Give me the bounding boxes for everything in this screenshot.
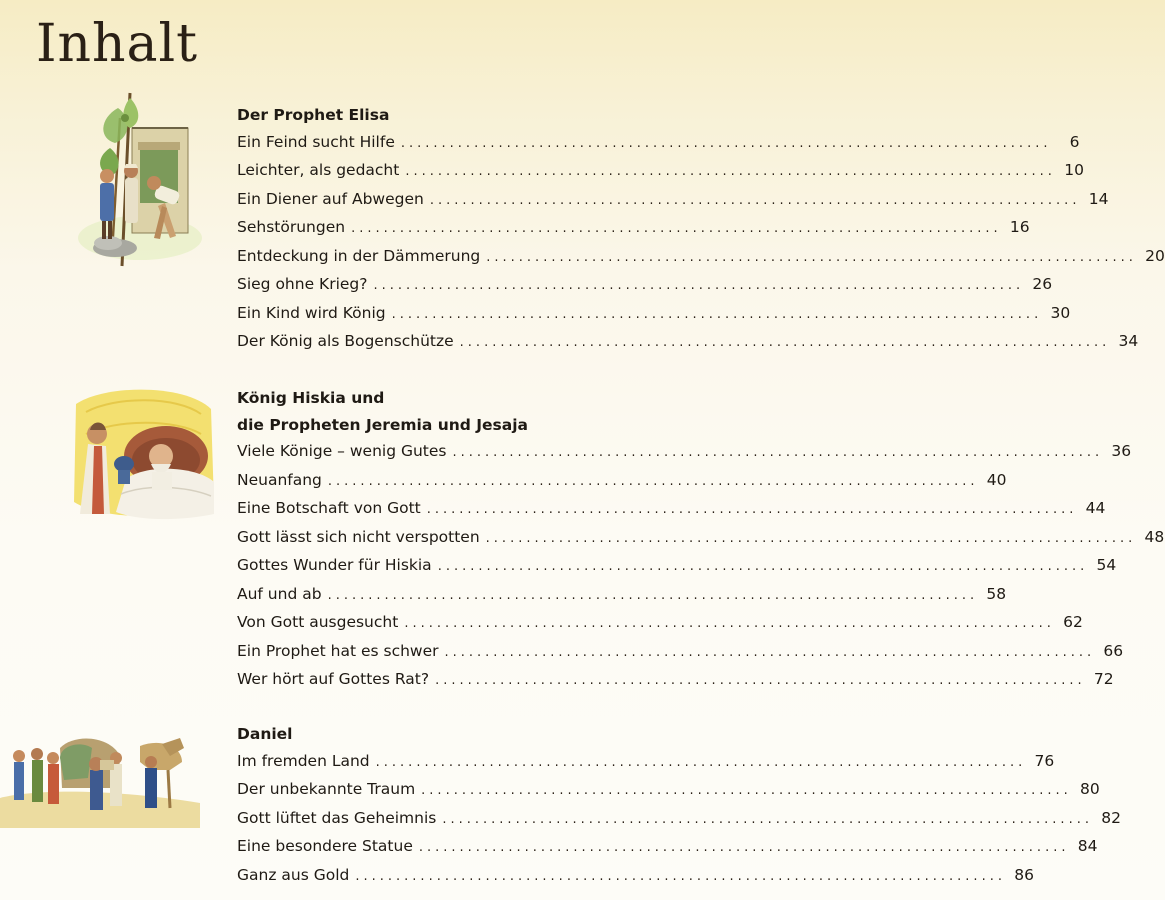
toc-entry-page: 66 — [1103, 641, 1124, 660]
toc-entry-title: Gott lässt sich nicht verspotten — [237, 527, 480, 546]
toc-entry[interactable] — [237, 214, 1030, 243]
toc-section-elisa — [237, 102, 1165, 357]
toc-entry-title: Eine besondere Statue — [237, 837, 413, 855]
dot-leader: ................................................................................ — [404, 616, 1055, 631]
section-subtitle: die Propheten Jeremia und Jesaja — [237, 415, 529, 434]
toc-entry-page: 84 — [1077, 837, 1098, 855]
entry-list — [237, 129, 1165, 357]
toc-entry-title: Gott lüftet das Geheimnis — [237, 808, 437, 827]
dot-leader: ................................................................................ — [418, 840, 1070, 855]
dot-leader: ................................................................................ — [442, 811, 1093, 827]
toc-entry-title: Wer hört auf Gottes Rat? — [237, 670, 430, 688]
toc-entry-page: 34 — [1118, 332, 1139, 350]
toc-entry[interactable] — [237, 638, 1124, 667]
dot-leader: ................................................................................ — [459, 335, 1111, 350]
toc-entry-page: 10 — [1064, 161, 1084, 179]
dot-leader: ................................................................................ — [452, 445, 1104, 460]
illustration-daniel — [0, 718, 200, 828]
toc-section-hiskia — [237, 385, 1165, 695]
toc-entry[interactable] — [237, 805, 1121, 834]
toc-entry-title: Auf und ab — [237, 584, 322, 603]
toc-entry-title: Ganz aus Gold — [237, 865, 350, 884]
dot-leader: ................................................................................ — [429, 192, 1081, 208]
toc-entry[interactable] — [237, 328, 1139, 357]
toc-entry-title: Viele Könige – wenig Gutes — [237, 442, 447, 460]
toc-entry-page: 72 — [1093, 670, 1114, 688]
toc-entry-title: Entdeckung in der Dämmerung — [237, 246, 481, 265]
toc-entry-page: 58 — [986, 584, 1007, 603]
toc-entry-title: Eine Botschaft von Gott — [237, 499, 421, 517]
toc-entry-page: 62 — [1063, 613, 1083, 631]
toc-entry[interactable] — [237, 748, 1055, 777]
toc-entry[interactable] — [237, 243, 1165, 272]
toc-entry[interactable] — [237, 552, 1117, 581]
toc-entry-title: Ein Diener auf Abwegen — [237, 189, 424, 208]
toc-entry[interactable] — [237, 609, 1083, 638]
toc-entry[interactable] — [237, 129, 1080, 158]
dot-leader: ................................................................................ — [426, 502, 1078, 517]
toc-entry[interactable] — [237, 467, 1007, 496]
toc-entry-title: Sehstörungen — [237, 218, 346, 236]
section-title: Der Prophet Elisa — [237, 106, 390, 124]
dot-leader: ................................................................................ — [485, 530, 1137, 546]
toc-entry-title: Von Gott ausgesucht — [237, 613, 399, 631]
dot-leader: ................................................................................ — [327, 587, 979, 603]
dot-leader: ................................................................................ — [327, 473, 979, 489]
dot-leader: ................................................................................ — [375, 754, 1027, 770]
dot-leader: ................................................................................ — [437, 559, 1089, 574]
toc-entry-page: 6 — [1069, 132, 1080, 151]
toc-entry-page: 80 — [1080, 780, 1100, 798]
toc-entry-page: 82 — [1101, 808, 1121, 827]
toc-entry[interactable] — [237, 524, 1165, 553]
section-title: Daniel — [237, 725, 293, 743]
toc-entry-page: 54 — [1096, 556, 1117, 574]
page-title: Inhalt — [36, 14, 199, 74]
toc-entry[interactable] — [237, 581, 1007, 610]
entry-list — [237, 748, 1121, 891]
toc-entry[interactable] — [237, 438, 1132, 467]
dot-leader: ................................................................................ — [444, 644, 1096, 660]
toc-entry[interactable] — [237, 186, 1109, 215]
toc-entry-title: Ein Kind wird König — [237, 303, 386, 322]
dot-leader: ................................................................................ — [400, 135, 1052, 151]
toc-entry[interactable] — [237, 862, 1034, 891]
dot-leader: ................................................................................ — [391, 306, 1043, 322]
toc-entry[interactable] — [237, 776, 1100, 805]
toc-entry-title: Gottes Wunder für Hiskia — [237, 556, 432, 574]
toc-entry-page: 86 — [1014, 865, 1034, 884]
toc-entry[interactable] — [237, 300, 1071, 329]
toc-entry-page: 26 — [1032, 275, 1053, 293]
toc-entry-title: Ein Prophet hat es schwer — [237, 641, 439, 660]
toc-entry-title: Ein Feind sucht Hilfe — [237, 132, 395, 151]
toc-entry-page: 40 — [986, 470, 1007, 489]
toc-entry-title: Sieg ohne Krieg? — [237, 275, 368, 293]
dot-leader: ................................................................................ — [355, 868, 1006, 884]
toc-entry-page: 14 — [1088, 189, 1109, 208]
toc-entry-title: Der unbekannte Traum — [237, 780, 416, 798]
toc-entry-title: Im fremden Land — [237, 751, 370, 770]
toc-entry-page: 20 — [1145, 246, 1165, 265]
dot-leader: ................................................................................ — [373, 278, 1025, 293]
dot-leader: ................................................................................ — [421, 783, 1072, 798]
toc-entry[interactable] — [237, 271, 1053, 300]
toc-entry[interactable] — [237, 495, 1106, 524]
toc-entry-title: Neuanfang — [237, 470, 322, 489]
toc-entry-page: 44 — [1085, 499, 1106, 517]
toc-entry-page: 36 — [1111, 442, 1132, 460]
toc-entry[interactable] — [237, 833, 1098, 862]
toc-section-daniel — [237, 721, 1121, 890]
section-title: König Hiskia und — [237, 389, 385, 407]
toc-entry[interactable] — [237, 666, 1114, 695]
illustration-elisa — [70, 88, 205, 268]
toc-entry-page: 30 — [1050, 303, 1071, 322]
toc-entry-title: Leichter, als gedacht — [237, 161, 400, 179]
toc-entry-page: 48 — [1144, 527, 1165, 546]
toc-entry-title: Der König als Bogenschütze — [237, 332, 454, 350]
illustration-hiskia — [66, 384, 216, 524]
dot-leader: ................................................................................ — [351, 221, 1002, 236]
dot-leader: ................................................................................ — [486, 249, 1137, 265]
toc-entry-page: 16 — [1009, 218, 1030, 236]
dot-leader: ................................................................................ — [435, 673, 1086, 688]
entry-list — [237, 438, 1165, 695]
toc-entry-page: 76 — [1034, 751, 1055, 770]
toc-entry[interactable] — [237, 157, 1084, 186]
dot-leader: ................................................................................ — [405, 164, 1056, 179]
